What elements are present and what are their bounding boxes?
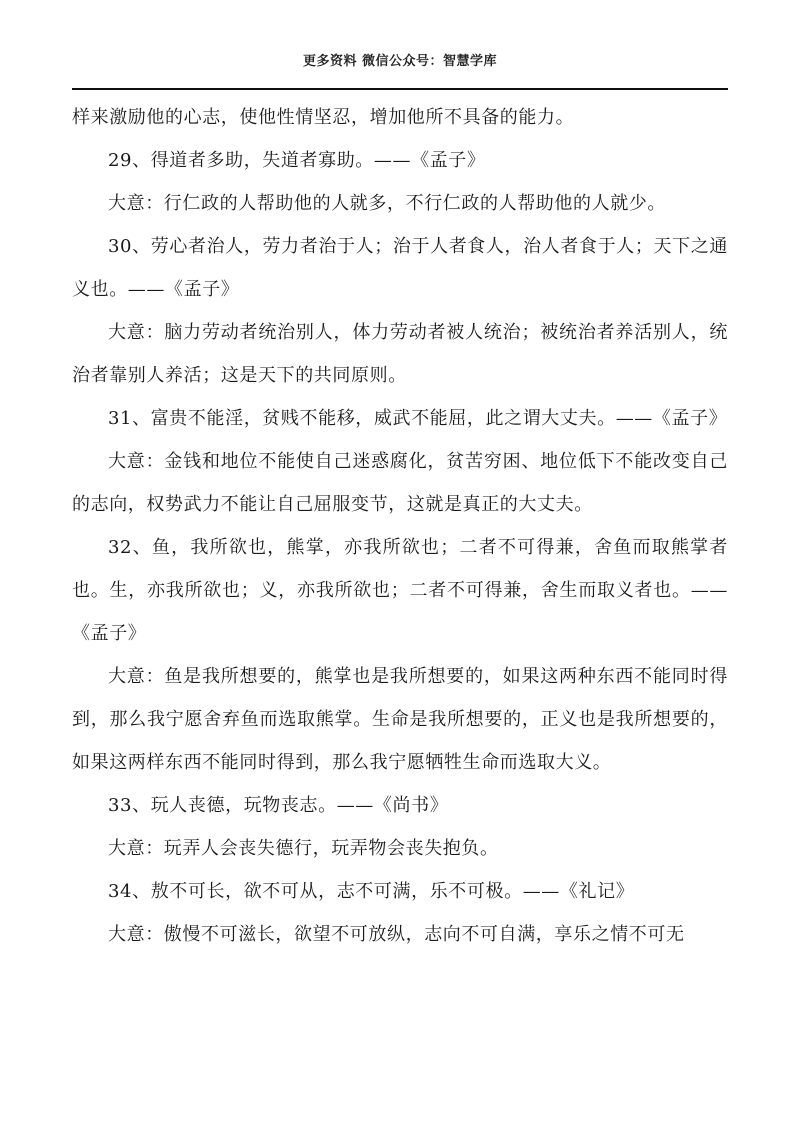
document-body (72, 96, 728, 956)
quote-paragraph: 31、富贵不能淫，贫贱不能移，威武不能屈，此之谓大丈夫。——《孟子》 (108, 408, 728, 429)
page-header: 更多资料 微信公众号：智慧学库 (302, 54, 498, 69)
paraphrase-paragraph: 大意：行仁政的人帮助他的人就多，不行仁政的人帮助他的人就少。 (108, 193, 666, 214)
continued-paragraph: 样来激励他的心志，使他性情坚忍，增加他所不具备的能力。 (72, 107, 575, 128)
paraphrase-paragraph: 大意：脑力劳动者统治别人，体力劳动者被人统治；被统治者养活别人，统治者靠别人养活；这是天下的共同原则。 (72, 322, 728, 386)
paraphrase-paragraph: 大意：鱼是我所想要的，熊掌也是我所想要的，如果这两种东西不能同时得到，那么我宁愿舍弃鱼而选取熊掌。生命是我所想要的，正义也是我所想要的，如果这两样东西不能同时得到，那么我宁愿牺牲生命而选取大义。 (72, 666, 728, 773)
quote-paragraph: 30、劳心者治人，劳力者治于人；治于人者食人，治人者食于人；天下之通义也。——《孟子》 (72, 236, 728, 300)
quote-paragraph: 32、鱼，我所欲也，熊掌，亦我所欲也；二者不可得兼，舍鱼而取熊掌者也。生，亦我所欲也；义，亦我所欲也；二者不可得兼，舍生而取义者也。——《孟子》 (72, 537, 728, 644)
quote-paragraph: 33、玩人丧德，玩物丧志。——《尚书》 (108, 795, 449, 816)
paraphrase-paragraph: 大意：金钱和地位不能使自己迷惑腐化，贫苦穷困、地位低下不能改变自己的志向，权势武力不能让自己屈服变节，这就是真正的大丈夫。 (72, 451, 728, 515)
paraphrase-paragraph: 大意：傲慢不可滋长，欲望不可放纵，志向不可自满，享乐之情不可无 (108, 924, 685, 945)
quote-paragraph: 34、敖不可长，欲不可从，志不可满，乐不可极。——《礼记》 (108, 881, 635, 902)
paraphrase-paragraph: 大意：玩弄人会丧失德行，玩弄物会丧失抱负。 (108, 838, 499, 859)
header-divider (72, 88, 728, 90)
quote-paragraph: 29、得道者多助，失道者寡助。——《孟子》 (108, 150, 486, 171)
